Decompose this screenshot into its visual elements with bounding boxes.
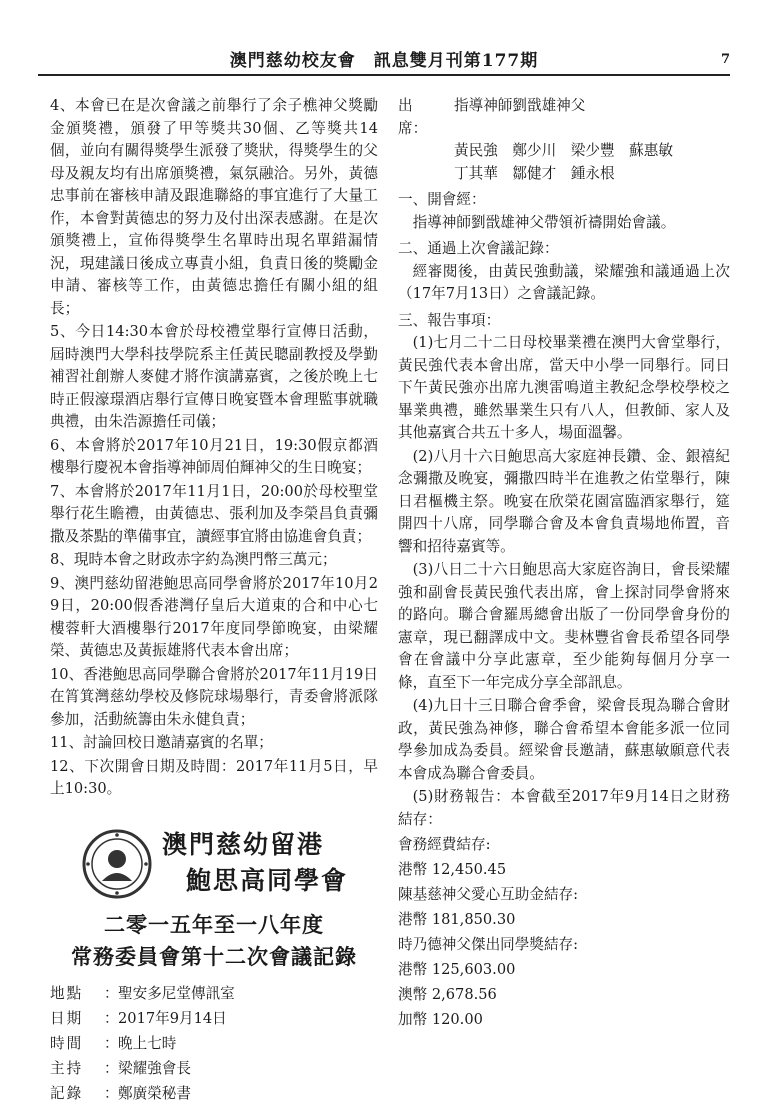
left-column bbox=[50, 95, 378, 1106]
page-number: 7 bbox=[720, 52, 730, 67]
info-label: 記錄 bbox=[50, 1084, 84, 1102]
section-1-title: 一、開會經： bbox=[398, 191, 486, 208]
item-4: 4、本會已在是次會議之前舉行了余子樵神父獎勵金頒獎禮，頒發了甲等獎共30個、乙等獎共14個，並向有關得獎學生派發了獎狀，得獎學生的父母及親友均有出席頒獎禮，氣氛融洽。另外，黃德忠事前在審核申請及跟進聯絡的事宜進行了大量工作，本會對黃德忠的努力及付出深表感謝。在是次頒獎禮上，宣佈得獎學生名單時出現名單錯漏情況，現建議日後成立專責小組，負責日後的獎勵金申請、審核等工作，由黃德忠擔任有關小組的組長； bbox=[50, 97, 378, 317]
society-name-line2: 鮑思高同學會 bbox=[186, 865, 349, 895]
info-label: 時間 bbox=[50, 1034, 84, 1052]
society-banner bbox=[50, 827, 378, 905]
info-row-chair: 主持 ： 梁耀強會長 bbox=[50, 1056, 378, 1081]
attendance-line2: 黃民強 鄭少川 梁少豐 蘇惠敏 bbox=[454, 142, 673, 159]
item-7: 7、本會將於2017年11月1日，20:00於母校聖堂舉行花生瞻禮，由黃德忠、張利加及李榮昌負責彌撒及茶點的準備事宜，讀經事宜將由協進會負責； bbox=[50, 482, 378, 545]
newsletter-title: 澳門慈幼校友會 訊息雙月刊第177期 bbox=[229, 51, 539, 71]
info-value: 鄭廣榮秘書 bbox=[118, 1084, 191, 1102]
info-value: 梁耀強會長 bbox=[118, 1059, 191, 1077]
finance-line: 澳幣 2,678.56 bbox=[398, 986, 497, 1003]
item-11: 11、討論回校日邀請嘉賓的名單； bbox=[50, 734, 273, 751]
item-12: 12、下次開會日期及時間：2017年11月5日，早上10:30。 bbox=[50, 757, 378, 797]
finance-line: 港幣 12,450.45 bbox=[398, 861, 507, 878]
finance-line: 加幣 120.00 bbox=[398, 1011, 483, 1028]
report-4: (4)九日十三日聯合會季會，梁會長現為聯合會財政，黃民強為神修，聯合會希望本會能多派一位同學參加成為委員。經梁會長邀請，蘇惠敏願意代表本會成為聯合會委員。 bbox=[398, 697, 730, 782]
meeting-title-line1: 二零一五年至一八年度 bbox=[104, 911, 324, 937]
finance-line: 港幣 125,603.00 bbox=[398, 961, 516, 978]
finance-line: 港幣 181,850.30 bbox=[398, 911, 516, 928]
report-5: (5)財務報告：本會截至2017年9月14日之財務結存： bbox=[398, 788, 730, 828]
attendance bbox=[398, 95, 730, 185]
info-label: 日期 bbox=[50, 1009, 84, 1027]
page-header bbox=[38, 40, 730, 76]
meeting-title-line2: 常務委員會第十二次會議記錄 bbox=[71, 943, 357, 969]
section-3-title: 三、報告事項： bbox=[398, 311, 501, 329]
report-1: (1)七月二十二日母校畢業禮在澳門大會堂舉行，黃民強代表本會出席，當天中小學一同舉行。同日下午黃民強亦出席九澳雷鳴道主教紀念學校學校之畢業典禮，雖然畢業生只有八人，但教師、家人及其他嘉賓合共五十多人，場面溫馨。 bbox=[398, 334, 730, 441]
attendance-label: 出 席： bbox=[398, 97, 428, 137]
section-1-body: 指導神師劉戩雄神父帶領祈禱開始會議。 bbox=[412, 213, 676, 231]
info-value: 晚上七時 bbox=[118, 1034, 177, 1052]
society-seal-icon bbox=[82, 829, 152, 899]
section-2-body: 經審閱後，由黃民強動議，梁耀強和議通過上次（17年7月13日）之會議記錄。 bbox=[398, 262, 730, 302]
section-2-title: 二、通過上次會議記錄： bbox=[398, 240, 559, 257]
meeting-title bbox=[50, 909, 378, 973]
item-5: 5、今日14:30本會於母校禮堂舉行宣傳日活動，屆時澳門大學科技學院系主任黃民聰副教授及學勤補習社創辦人麥健才將作演講嘉賓，之後於晚上七時正假濠璟酒店舉行宣傳日晚宴暨本會理監事就職典禮，由朱浩源擔任司儀； bbox=[50, 323, 378, 430]
info-row-date: 日期 ： 2017年9月14日 bbox=[50, 1006, 378, 1031]
info-row-recorder: 記錄 ： 鄭廣榮秘書 bbox=[50, 1081, 378, 1106]
attendance-line1: 指導神師劉戩雄神父 bbox=[454, 97, 586, 114]
report-2: (2)八月十六日鮑思高大家庭神長鑽、金、銀禧紀念彌撒及晚宴，彌撒四時半在進教之佑堂舉行，陳日君樞機主祭。晚宴在欣榮花園富臨酒家舉行，筵開四十八席，同學聯合會及本會負責場地佈置，音響和招待嘉賓等。 bbox=[398, 447, 730, 555]
finance-line: 陳基慈神父愛心互助金結存: bbox=[398, 886, 579, 903]
finance-list bbox=[398, 832, 730, 1032]
info-label: 主持 bbox=[50, 1059, 84, 1077]
society-name bbox=[162, 827, 348, 899]
info-value: 聖安多尼堂傳訊室 bbox=[118, 984, 235, 1002]
info-row-location: 地點 ： 聖安多尼堂傳訊室 bbox=[50, 981, 378, 1006]
info-row-time: 時間 ： 晚上七時 bbox=[50, 1031, 378, 1056]
report-3: (3)八日二十六日鮑思高大家庭咨詢日，會長梁耀強和副會長黃民強代表出席，會上探討同學會將來的路向。聯合會羅馬總會出版了一份同學會身份的憲章，現已翻譯成中文。斐林豐省會長希望各同學會在會議中分享此憲章，至少能夠每個月分享一條，直至下一年完成分享全部訊息。 bbox=[398, 561, 730, 691]
item-10: 10、香港鮑思高同學聯合會將於2017年11月19日在筲箕灣慈幼學校及修院球場舉行，青委會將派隊參加，活動統籌由朱永健負責； bbox=[50, 665, 378, 728]
info-value: 2017年9月14日 bbox=[118, 1009, 227, 1027]
attendance-line3: 丁其華 鄒健才 鍾永根 bbox=[454, 164, 615, 182]
finance-line: 會務經費結存: bbox=[398, 836, 491, 853]
item-9: 9、澳門慈幼留港鮑思高同學會將於2017年10月29日，20:00假香港灣仔皇后大道東的合和中心七樓蓉軒大酒樓舉行2017年度同學節晚宴，由梁耀榮、黃德忠及黃振雄將代表本會出席； bbox=[50, 574, 378, 659]
item-8: 8、現時本會之財政赤字約為澳門幣三萬元； bbox=[50, 551, 337, 568]
info-label: 地點 bbox=[50, 984, 84, 1002]
meeting-info bbox=[50, 981, 378, 1106]
right-column bbox=[398, 95, 730, 1032]
society-name-line1: 澳門慈幼留港 bbox=[162, 829, 325, 859]
finance-line: 時乃德神父傑出同學獎結存: bbox=[398, 936, 579, 953]
item-6: 6、本會將於2017年10月21日，19:30假京都酒樓舉行慶祝本會指導神師周伯輝神父的生日晚宴； bbox=[50, 436, 378, 476]
